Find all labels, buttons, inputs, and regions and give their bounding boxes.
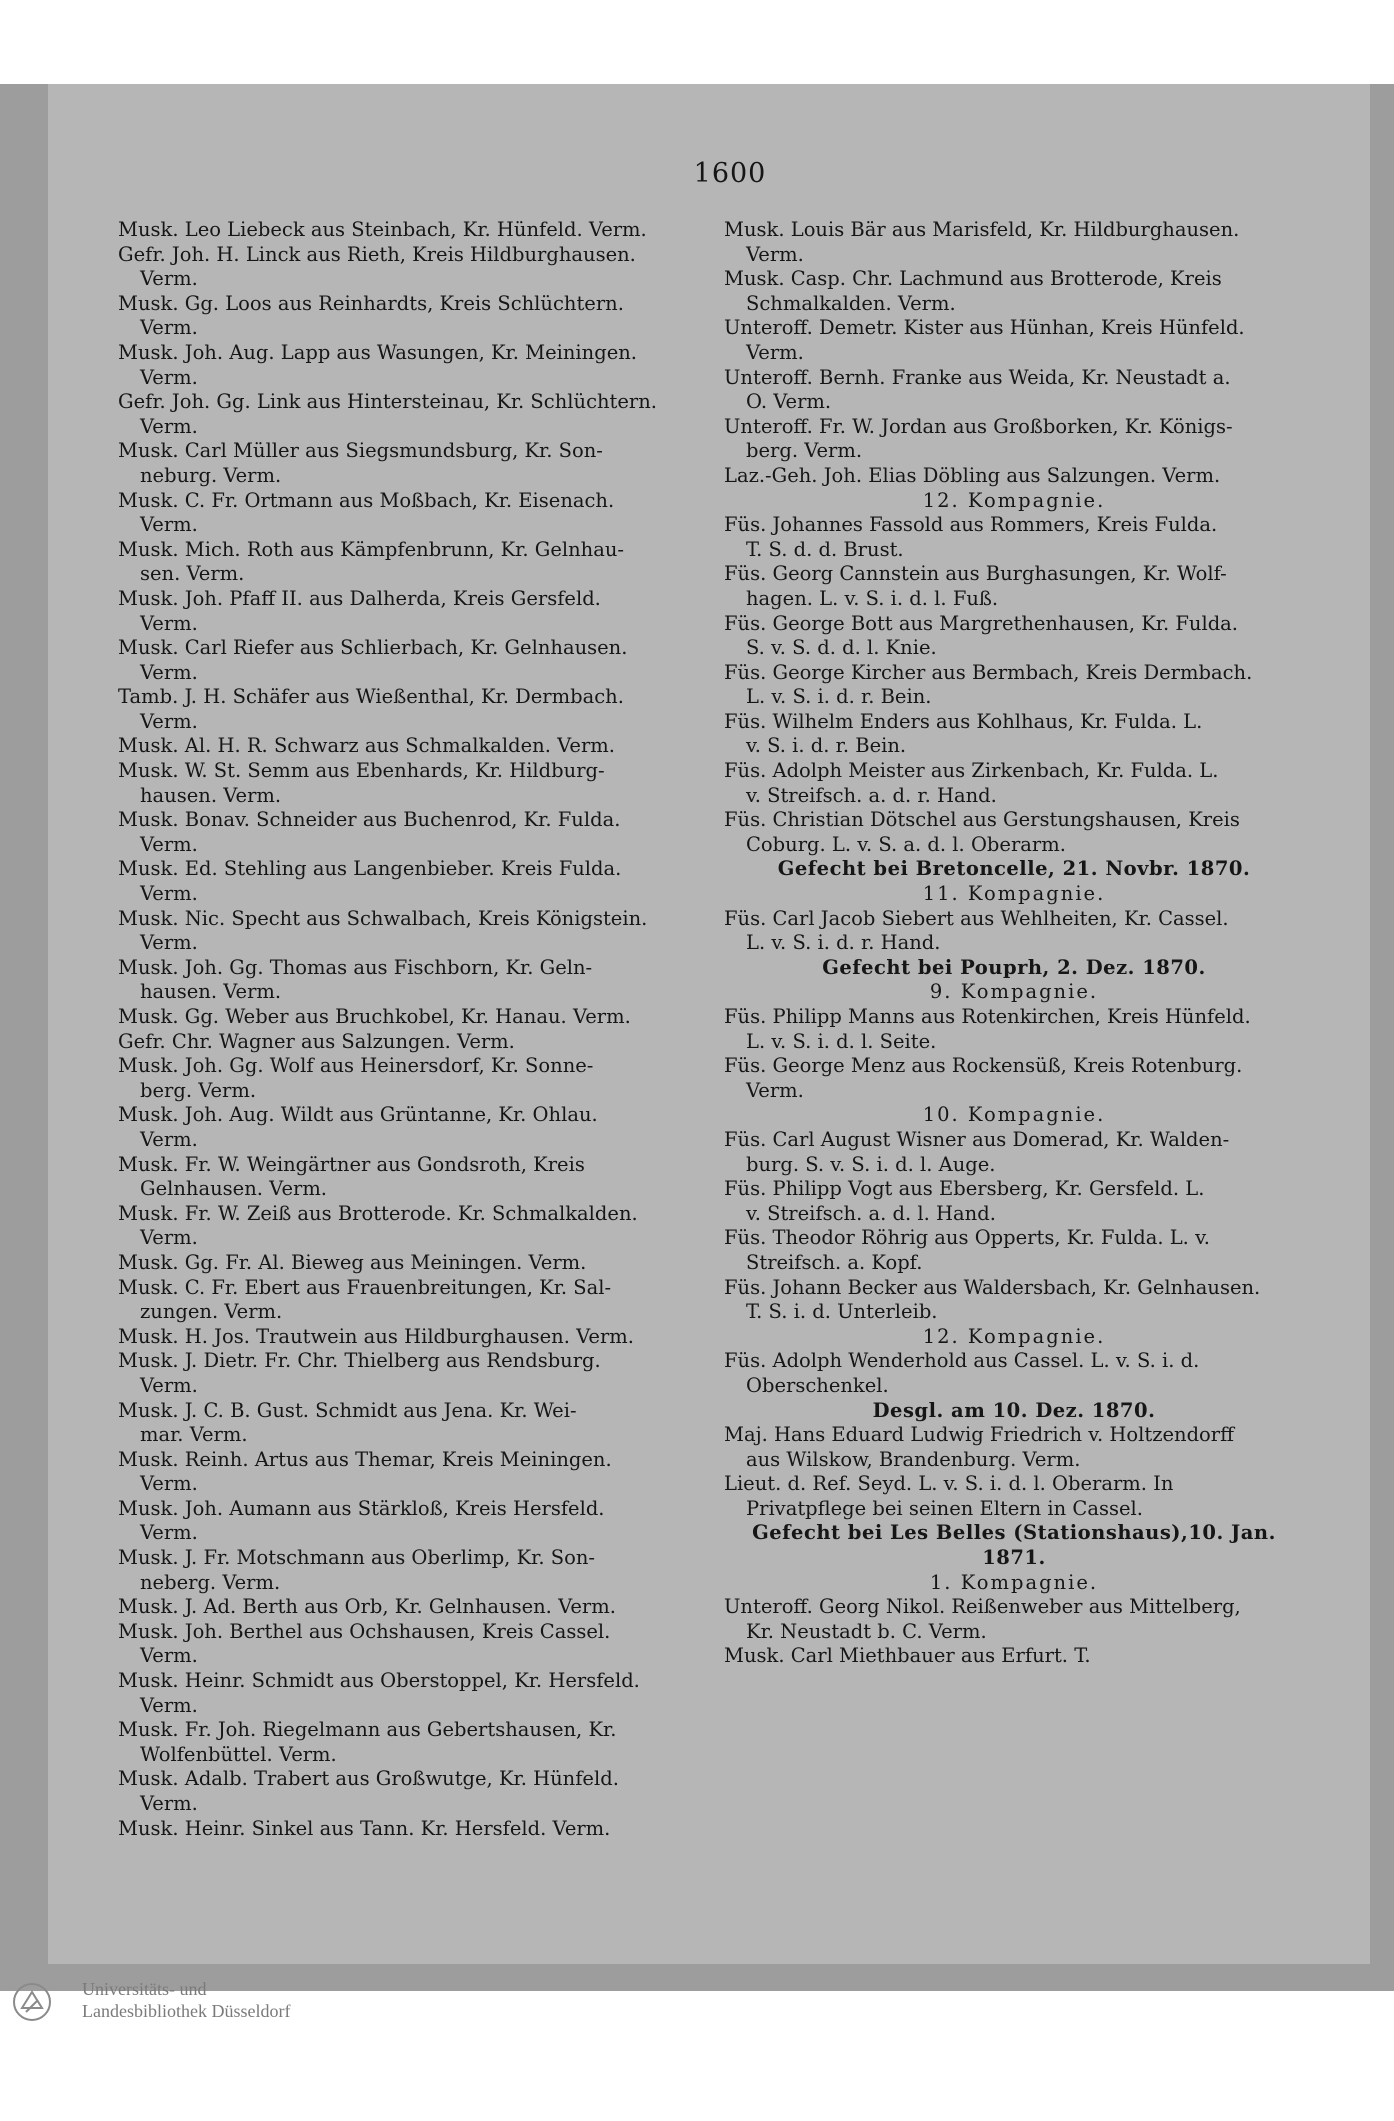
entry-text: Musk. Heinr. Schmidt aus Oberstoppel, Kr. Hersfeld. xyxy=(118,1669,640,1693)
entry-text: Füs. Christian Dötschel aus Gerstungshausen, Kreis xyxy=(724,808,1240,832)
entry-text: Musk. Joh. Aug. Lapp aus Wasungen, Kr. Meiningen. xyxy=(118,340,638,364)
entry-text: Füs. Theodor Röhrig aus Opperts, Kr. Fulda. L. v. xyxy=(724,1226,1210,1250)
entry-text: Musk. Fr. W. Zeiß aus Brotterode. Kr. Schmalkalden. xyxy=(118,1201,638,1225)
entry-continuation: Verm. xyxy=(140,832,198,856)
casualty-entry xyxy=(118,218,690,243)
entry-text: Laz.-Geh. Joh. Elias Döbling aus Salzungen. Verm. xyxy=(724,463,1221,487)
entry-text: Musk. Heinr. Sinkel aus Tann. Kr. Hersfeld. Verm. xyxy=(118,1816,611,1840)
entry-continuation: sen. Verm. xyxy=(140,562,245,586)
casualty-entry xyxy=(118,734,690,759)
entry-continuation: neburg. Verm. xyxy=(140,463,282,487)
casualty-entry xyxy=(118,1202,690,1251)
entry-continuation: Verm. xyxy=(140,660,198,684)
entry-text: Musk. Fr. Joh. Riegelmann aus Gebertshausen, Kr. xyxy=(118,1718,617,1742)
battle-text: Gefecht bei Bretoncelle, 21. Novbr. 1870. xyxy=(777,857,1251,881)
casualty-entry xyxy=(118,1620,690,1669)
entry-text: Musk. Louis Bär aus Marisfeld, Kr. Hildburghausen. xyxy=(724,218,1240,241)
entry-text: Tamb. J. H. Schäfer aus Wießenthal, Kr. Dermbach. xyxy=(118,685,624,709)
casualty-entry xyxy=(118,587,690,636)
entry-text: Füs. Philipp Vogt aus Ebersberg, Kr. Gersfeld. L. xyxy=(724,1177,1205,1201)
unit-text: 12. Kompagnie. xyxy=(922,1324,1106,1348)
casualty-entry xyxy=(724,1472,1304,1521)
entry-text: Unteroff. Georg Nikol. Reißenweber aus Mittelberg, xyxy=(724,1595,1241,1619)
library-logo-icon xyxy=(12,1982,52,2022)
entry-text: Füs. Carl August Wisner aus Domerad, Kr. Walden- xyxy=(724,1127,1230,1151)
casualty-entry xyxy=(724,366,1304,415)
entry-text: Musk. C. Fr. Ebert aus Frauenbreitungen, Kr. Sal- xyxy=(118,1275,612,1299)
entry-continuation: L. v. S. i. d. r. Bein. xyxy=(746,685,932,709)
entry-continuation: Wolfenbüttel. Verm. xyxy=(140,1742,337,1766)
casualty-entry xyxy=(118,1153,690,1202)
entry-text: Musk. J. Fr. Motschmann aus Oberlimp, Kr. Son- xyxy=(118,1546,595,1570)
entry-continuation: Verm. xyxy=(140,1472,198,1496)
casualty-entry xyxy=(118,1546,690,1595)
entry-text: Füs. Carl Jacob Siebert aus Wehlheiten, Kr. Cassel. xyxy=(724,906,1229,930)
casualty-entry xyxy=(724,1595,1304,1644)
entry-text: Musk. Bonav. Schneider aus Buchenrod, Kr. Fulda. xyxy=(118,808,621,832)
entry-continuation: Streifsch. a. Kopf. xyxy=(746,1250,923,1274)
unit-text: 1. Kompagnie. xyxy=(929,1570,1099,1594)
casualty-entry xyxy=(118,685,690,734)
entry-continuation: Verm. xyxy=(746,1078,804,1102)
casualty-entry xyxy=(724,1349,1304,1398)
entry-text: Unteroff. Demetr. Kister aus Hünhan, Kreis Hünfeld. xyxy=(724,316,1245,340)
casualty-entry xyxy=(724,907,1304,956)
entry-continuation: Coburg. L. v. S. a. d. l. Oberarm. xyxy=(746,832,1066,856)
casualty-entry xyxy=(118,1718,690,1767)
right-column xyxy=(724,218,1304,1669)
entry-continuation: Schmalkalden. Verm. xyxy=(746,291,956,315)
entry-continuation: T. S. i. d. Unterleib. xyxy=(746,1300,938,1324)
company-heading xyxy=(724,489,1304,514)
entry-continuation: hagen. L. v. S. i. d. l. Fuß. xyxy=(746,586,999,610)
entry-text: Gefr. Chr. Wagner aus Salzungen. Verm. xyxy=(118,1029,515,1053)
casualty-entry xyxy=(118,1103,690,1152)
entry-text: Musk. Adalb. Trabert aus Großwutge, Kr. Hünfeld. xyxy=(118,1767,619,1791)
entry-continuation: hausen. Verm. xyxy=(140,980,282,1004)
casualty-entry xyxy=(724,218,1304,267)
entry-continuation: Verm. xyxy=(140,1693,198,1717)
entry-text: Musk. Joh. Gg. Wolf aus Heinersdorf, Kr. Sonne- xyxy=(118,1054,594,1078)
casualty-entry xyxy=(118,489,690,538)
entry-continuation: Verm. xyxy=(140,1373,198,1397)
casualty-entry xyxy=(118,857,690,906)
entry-continuation: v. Streifsch. a. d. l. Hand. xyxy=(746,1201,996,1225)
entry-continuation: Verm. xyxy=(140,1226,198,1250)
entry-continuation: burg. S. v. S. i. d. l. Auge. xyxy=(746,1152,996,1176)
casualty-entry xyxy=(118,292,690,341)
entry-text: Musk. Gg. Weber aus Bruchkobel, Kr. Hanau. Verm. xyxy=(118,1005,631,1028)
casualty-entry xyxy=(118,636,690,685)
entry-text: Musk. Carl Müller aus Siegsmundsburg, Kr. Son- xyxy=(118,439,603,463)
entry-text: Musk. Carl Riefer aus Schlierbach, Kr. Gelnhausen. xyxy=(118,636,628,660)
casualty-entry xyxy=(118,759,690,808)
entry-text: Musk. Al. H. R. Schwarz aus Schmalkalden. Verm. xyxy=(118,734,615,758)
entry-continuation: mar. Verm. xyxy=(140,1423,248,1447)
battle-text: Gefecht bei Pouprh, 2. Dez. 1870. xyxy=(822,955,1206,979)
casualty-entry xyxy=(118,808,690,857)
casualty-entry xyxy=(118,1595,690,1620)
entry-text: Musk. J. Ad. Berth aus Orb, Kr. Gelnhausen. Verm. xyxy=(118,1595,616,1619)
casualty-entry xyxy=(724,1177,1304,1226)
entry-continuation: zungen. Verm. xyxy=(140,1300,283,1324)
casualty-entry xyxy=(118,907,690,956)
entry-continuation: neberg. Verm. xyxy=(140,1570,281,1594)
casualty-entry xyxy=(724,513,1304,562)
entry-continuation: Verm. xyxy=(140,316,198,340)
battle-text: Desgl. am 10. Dez. 1870. xyxy=(872,1398,1156,1422)
unit-text: 12. Kompagnie. xyxy=(922,488,1106,512)
entry-text: Musk. H. Jos. Trautwein aus Hildburghausen. Verm. xyxy=(118,1324,634,1348)
entry-text: Gefr. Joh. Gg. Link aus Hintersteinau, Kr. Schlüchtern. xyxy=(118,390,658,414)
entry-text: Musk. Leo Liebeck aus Steinbach, Kr. Hünfeld. Verm. xyxy=(118,218,647,241)
casualty-entry xyxy=(724,661,1304,710)
entry-continuation: L. v. S. i. d. l. Seite. xyxy=(746,1029,937,1053)
entry-text: Füs. Adolph Wenderhold aus Cassel. L. v. S. i. d. xyxy=(724,1349,1200,1373)
casualty-entry xyxy=(724,267,1304,316)
casualty-entry xyxy=(724,1128,1304,1177)
casualty-entry xyxy=(118,538,690,587)
casualty-entry xyxy=(724,1226,1304,1275)
entry-text: Füs. George Bott aus Margrethenhausen, Kr. Fulda. xyxy=(724,611,1238,635)
entry-text: Musk. Gg. Loos aus Reinhardts, Kreis Schlüchtern. xyxy=(118,291,624,315)
entry-continuation: Verm. xyxy=(140,611,198,635)
entry-text: Musk. Nic. Specht aus Schwalbach, Kreis Königstein. xyxy=(118,906,648,930)
casualty-entry xyxy=(118,390,690,439)
casualty-entry xyxy=(724,759,1304,808)
entry-text: Musk. Joh. Aug. Wildt aus Grüntanne, Kr. Ohlau. xyxy=(118,1103,598,1127)
casualty-entry xyxy=(118,1251,690,1276)
casualty-entry xyxy=(118,1325,690,1350)
entry-text: Unteroff. Fr. W. Jordan aus Großborken, Kr. Königs- xyxy=(724,414,1233,438)
casualty-entry xyxy=(118,956,690,1005)
entry-text: Musk. Reinh. Artus aus Themar, Kreis Meiningen. xyxy=(118,1447,612,1471)
company-heading xyxy=(724,980,1304,1005)
casualty-entry xyxy=(724,1005,1304,1054)
entry-continuation: T. S. d. d. Brust. xyxy=(746,537,904,561)
unit-text: 11. Kompagnie. xyxy=(922,882,1106,906)
entry-continuation: berg. Verm. xyxy=(746,439,863,463)
entry-text: Musk. Ed. Stehling aus Langenbieber. Kreis Fulda. xyxy=(118,857,622,881)
logo-line-2: Landesbibliothek Düsseldorf xyxy=(82,2001,291,2021)
casualty-entry xyxy=(118,1030,690,1055)
library-logo[interactable] xyxy=(10,1974,350,2034)
entry-text: Lieut. d. Ref. Seyd. L. v. S. i. d. l. Oberarm. In xyxy=(724,1472,1174,1496)
entry-continuation: Gelnhausen. Verm. xyxy=(140,1177,328,1201)
entry-text: Musk. Joh. Berthel aus Ochshausen, Kreis Cassel. xyxy=(118,1619,611,1643)
entry-text: Maj. Hans Eduard Ludwig Friedrich v. Holtzendorff xyxy=(724,1423,1234,1447)
casualty-entry xyxy=(724,1644,1304,1669)
entry-text: Musk. Fr. W. Weingärtner aus Gondsroth, Kreis xyxy=(118,1152,585,1176)
casualty-entry xyxy=(724,562,1304,611)
casualty-entry xyxy=(118,1669,690,1718)
page-number: 1600 xyxy=(693,158,767,189)
casualty-entry xyxy=(724,1423,1304,1472)
company-heading xyxy=(724,882,1304,907)
entry-text: Musk. Joh. Aumann aus Stärkloß, Kreis Hersfeld. xyxy=(118,1496,605,1520)
entry-text: Musk. Joh. Pfaff II. aus Dalherda, Kreis Gersfeld. xyxy=(118,586,601,610)
casualty-entry xyxy=(724,808,1304,857)
entry-continuation: Verm. xyxy=(746,242,804,266)
casualty-entry xyxy=(118,243,690,292)
casualty-entry xyxy=(118,1448,690,1497)
unit-text: 10. Kompagnie. xyxy=(922,1103,1106,1127)
casualty-entry xyxy=(724,1276,1304,1325)
entry-continuation: Verm. xyxy=(746,340,804,364)
casualty-entry xyxy=(118,1767,690,1816)
entry-continuation: Verm. xyxy=(140,513,198,537)
entry-text: Füs. Johannes Fassold aus Rommers, Kreis Fulda. xyxy=(724,513,1218,537)
entry-continuation: v. Streifsch. a. d. r. Hand. xyxy=(746,783,997,807)
casualty-entry xyxy=(118,1276,690,1325)
casualty-entry xyxy=(724,316,1304,365)
casualty-entry xyxy=(724,1054,1304,1103)
entry-continuation: Verm. xyxy=(140,1644,198,1668)
entry-text: Füs. Georg Cannstein aus Burghasungen, Kr. Wolf- xyxy=(724,562,1227,586)
entry-continuation: hausen. Verm. xyxy=(140,783,282,807)
casualty-entry xyxy=(724,612,1304,661)
casualty-entry xyxy=(724,464,1304,489)
casualty-entry xyxy=(118,1054,690,1103)
entry-continuation: O. Verm. xyxy=(746,390,832,414)
entry-text: Musk. Joh. Gg. Thomas aus Fischborn, Kr. Geln- xyxy=(118,955,593,979)
entry-text: Musk. Gg. Fr. Al. Bieweg aus Meiningen. Verm. xyxy=(118,1250,587,1274)
logo-line-1: Universitäts- und xyxy=(82,1979,207,1999)
left-column xyxy=(118,218,690,1841)
casualty-entry xyxy=(118,1349,690,1398)
entry-text: Füs. George Kircher aus Bermbach, Kreis Dermbach. xyxy=(724,660,1253,684)
casualty-entry xyxy=(724,415,1304,464)
entry-continuation: Privatpflege bei seinen Eltern in Cassel. xyxy=(746,1496,1143,1520)
entry-continuation: aus Wilskow, Brandenburg. Verm. xyxy=(746,1447,1081,1471)
entry-continuation: berg. Verm. xyxy=(140,1078,257,1102)
entry-text: Füs. George Menz aus Rockensüß, Kreis Rotenburg. xyxy=(724,1054,1243,1078)
company-heading xyxy=(724,1325,1304,1350)
company-heading xyxy=(724,1103,1304,1128)
battle-heading xyxy=(724,956,1304,981)
casualty-entry xyxy=(118,439,690,488)
entry-text: Füs. Philipp Manns aus Rotenkirchen, Kreis Hünfeld. xyxy=(724,1005,1251,1028)
battle-heading xyxy=(724,857,1304,882)
entry-continuation: Verm. xyxy=(140,365,198,389)
casualty-entry xyxy=(118,1817,690,1842)
entry-text: Füs. Adolph Meister aus Zirkenbach, Kr. Fulda. L. xyxy=(724,759,1219,783)
entry-continuation: Verm. xyxy=(140,709,198,733)
entry-continuation: Verm. xyxy=(140,882,198,906)
casualty-entry xyxy=(118,1497,690,1546)
casualty-entry xyxy=(118,1005,690,1030)
entry-text: Musk. J. Dietr. Fr. Chr. Thielberg aus Rendsburg. xyxy=(118,1349,601,1373)
entry-text: Füs. Wilhelm Enders aus Kohlhaus, Kr. Fulda. L. xyxy=(724,709,1203,733)
casualty-entry xyxy=(724,710,1304,759)
casualty-entry xyxy=(118,1399,690,1448)
entry-continuation: L. v. S. i. d. r. Hand. xyxy=(746,931,941,955)
battle-heading xyxy=(724,1521,1304,1570)
entry-continuation: Verm. xyxy=(140,414,198,438)
entry-continuation: v. S. i. d. r. Bein. xyxy=(746,734,907,758)
entry-continuation: Verm. xyxy=(140,1792,198,1815)
battle-heading xyxy=(724,1399,1304,1424)
entry-continuation: Verm. xyxy=(140,1521,198,1545)
unit-text: 9. Kompagnie. xyxy=(929,980,1099,1004)
entry-text: Musk. W. St. Semm aus Ebenhards, Kr. Hildburg- xyxy=(118,759,605,783)
entry-text: Füs. Johann Becker aus Waldersbach, Kr. Gelnhausen. xyxy=(724,1275,1261,1299)
entry-text: Musk. J. C. B. Gust. Schmidt aus Jena. Kr. Wei- xyxy=(118,1398,577,1422)
entry-continuation: Kr. Neustadt b. C. Verm. xyxy=(746,1619,987,1643)
entry-continuation: Verm. xyxy=(140,1127,198,1151)
entry-text: Musk. Mich. Roth aus Kämpfenbrunn, Kr. Gelnhau- xyxy=(118,537,624,561)
entry-continuation: Verm. xyxy=(140,267,198,291)
entry-text: Musk. Carl Miethbauer aus Erfurt. T. xyxy=(724,1644,1091,1668)
company-heading xyxy=(724,1571,1304,1596)
battle-text: Gefecht bei Les Belles (Stationshaus), xyxy=(752,1521,1189,1545)
entry-continuation: Oberschenkel. xyxy=(746,1373,889,1397)
entry-text: Musk. Casp. Chr. Lachmund aus Brotterode, Kreis xyxy=(724,267,1222,291)
entry-text: Gefr. Joh. H. Linck aus Rieth, Kreis Hildburghausen. xyxy=(118,242,636,266)
entry-continuation: Verm. xyxy=(140,931,198,955)
entry-text: Unteroff. Bernh. Franke aus Weida, Kr. Neustadt a. xyxy=(724,365,1231,389)
battle-continuation: 10. Jan. 1871. xyxy=(982,1521,1276,1570)
entry-text: Musk. C. Fr. Ortmann aus Moßbach, Kr. Eisenach. xyxy=(118,488,615,512)
casualty-entry xyxy=(118,341,690,390)
entry-continuation: S. v. S. d. d. l. Knie. xyxy=(746,636,937,660)
